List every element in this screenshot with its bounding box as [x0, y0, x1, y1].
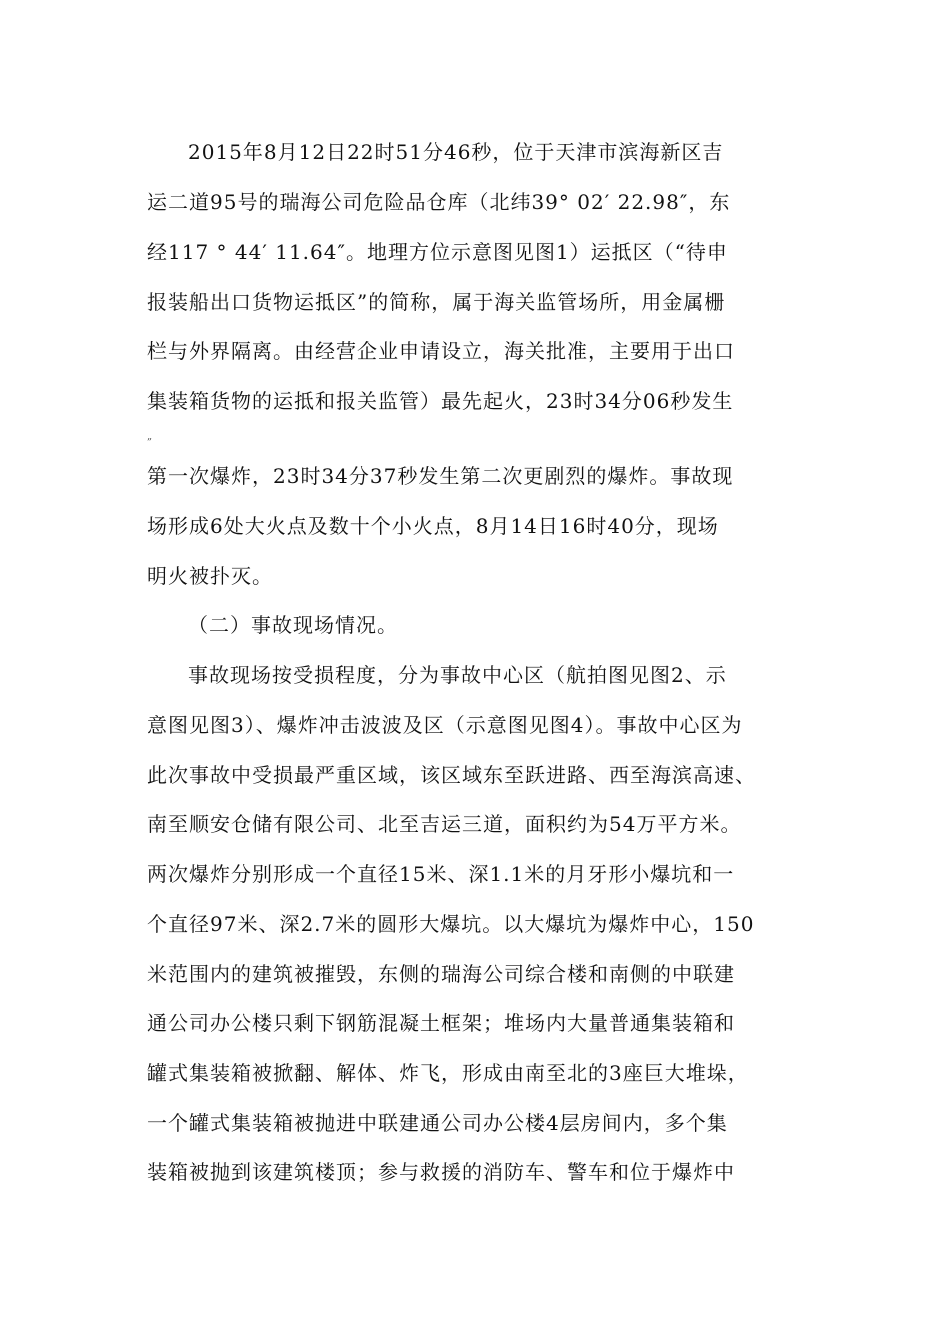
paragraph-1-line-4: 报装船出口货物运抵区”的简称，属于海关监管场所，用金属栅	[147, 290, 726, 314]
paragraph-1-line-5: 栏与外界隔离。由经营企业申请设立，海关批准，主要用于出口	[147, 339, 735, 363]
paragraph-2-line-7: 米范围内的建筑被摧毁，东侧的瑞海公司综合楼和南侧的中联建	[147, 962, 735, 986]
section-heading: （二）事故现场情况。	[188, 613, 398, 637]
paragraph-2-line-11: 装箱被抛到该建筑楼顶；参与救援的消防车、警车和位于爆炸中	[147, 1160, 735, 1184]
paragraph-2-line-4: 南至顺安仓储有限公司、北至吉运三道，面积约为54万平方米。	[147, 812, 742, 836]
paragraph-2-line-3: 此次事故中受损最严重区域，该区域东至跃进路、西至海滨高速、	[147, 763, 756, 787]
paragraph-2-line-6: 个直径97米、深2.7米的圆形大爆坑。以大爆坑为爆炸中心，150	[147, 912, 755, 936]
paragraph-1-line-7: 第一次爆炸，23时34分37秒发生第二次更剧烈的爆炸。事故现	[147, 464, 734, 488]
paragraph-2-line-10: 一个罐式集装箱被抛进中联建通公司办公楼4层房间内，多个集	[147, 1111, 728, 1135]
paragraph-2-line-9: 罐式集装箱被掀翻、解体、炸飞，形成由南至北的3座巨大堆垛，	[147, 1061, 749, 1085]
paragraph-1-line-1: 2015年8月12日22时51分46秒，位于天津市滨海新区吉	[188, 140, 724, 164]
stray-mark: „	[147, 431, 153, 442]
paragraph-1-line-2: 运二道95号的瑞海公司危险品仓库（北纬39° 02′ 22.98″，东	[147, 190, 731, 214]
paragraph-1-line-3: 经117 ° 44′ 11.64″。地理方位示意图见图1）运抵区（“待申	[147, 240, 728, 264]
paragraph-2-line-1: 事故现场按受损程度，分为事故中心区（航拍图见图2、示	[188, 663, 727, 687]
paragraph-1-line-6: 集装箱货物的运抵和报关监管）最先起火，23时34分06秒发生	[147, 389, 734, 413]
paragraph-1-line-8: 场形成6处大火点及数十个小火点，8月14日16时40分，现场	[147, 514, 719, 538]
paragraph-2-line-5: 两次爆炸分别形成一个直径15米、深1.1米的月牙形小爆坑和一	[147, 862, 735, 886]
paragraph-2-line-8: 通公司办公楼只剩下钢筋混凝土框架；堆场内大量普通集装箱和	[147, 1011, 735, 1035]
paragraph-2-line-2: 意图见图3）、爆炸冲击波波及区（示意图见图4）。事故中心区为	[147, 713, 743, 737]
paragraph-1-line-9: 明火被扑灭。	[147, 564, 273, 588]
